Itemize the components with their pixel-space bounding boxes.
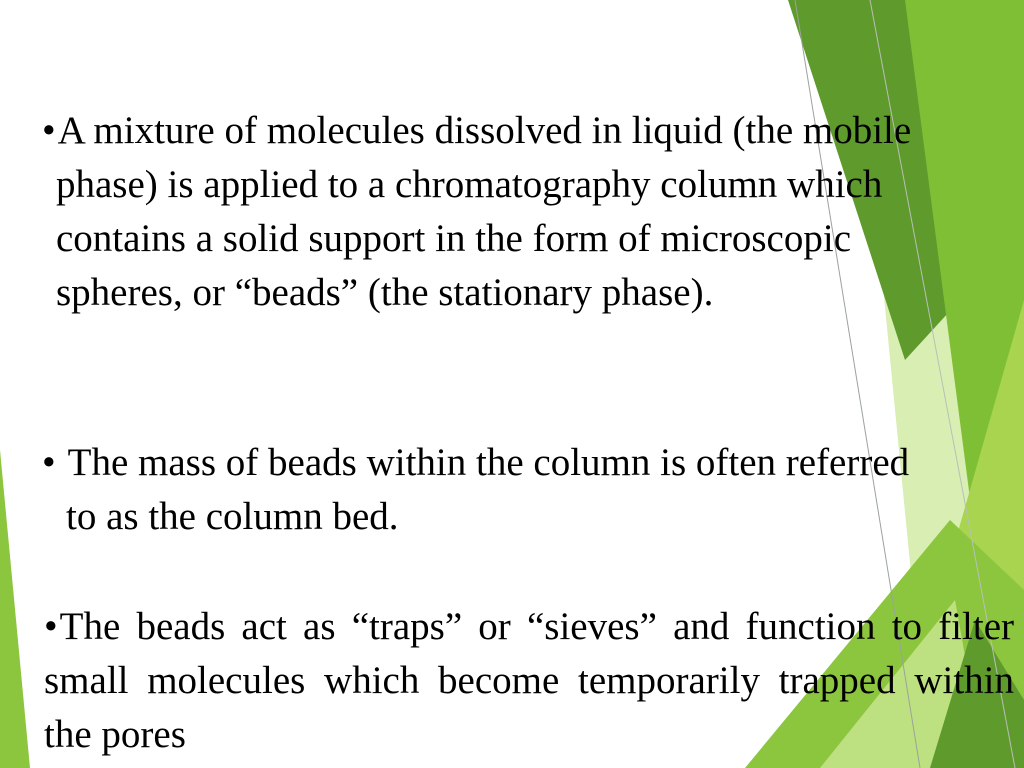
bullet-3 <box>44 600 1014 762</box>
bullet-2 <box>42 436 926 544</box>
bullet-text: The beads act as “traps” or “sieves” and function to filter small molecules which become temporarily trapped within the pores <box>44 605 1014 756</box>
bullet-marker: • <box>42 109 56 152</box>
bullet-text: A mixture of molecules dissolved in liquid (the mobile phase) is applied to a chromatography column which contains a solid support in the form of microscopic spheres, or “beads” (the stationary phase). <box>56 109 912 314</box>
ribbon-left-wedge <box>0 450 30 768</box>
bullet-text: The mass of beads within the column is often referred to as the column bed. <box>66 441 910 538</box>
bullet-marker: • <box>44 605 58 648</box>
bullet-marker: • <box>42 441 56 484</box>
bullet-1 <box>42 104 946 320</box>
